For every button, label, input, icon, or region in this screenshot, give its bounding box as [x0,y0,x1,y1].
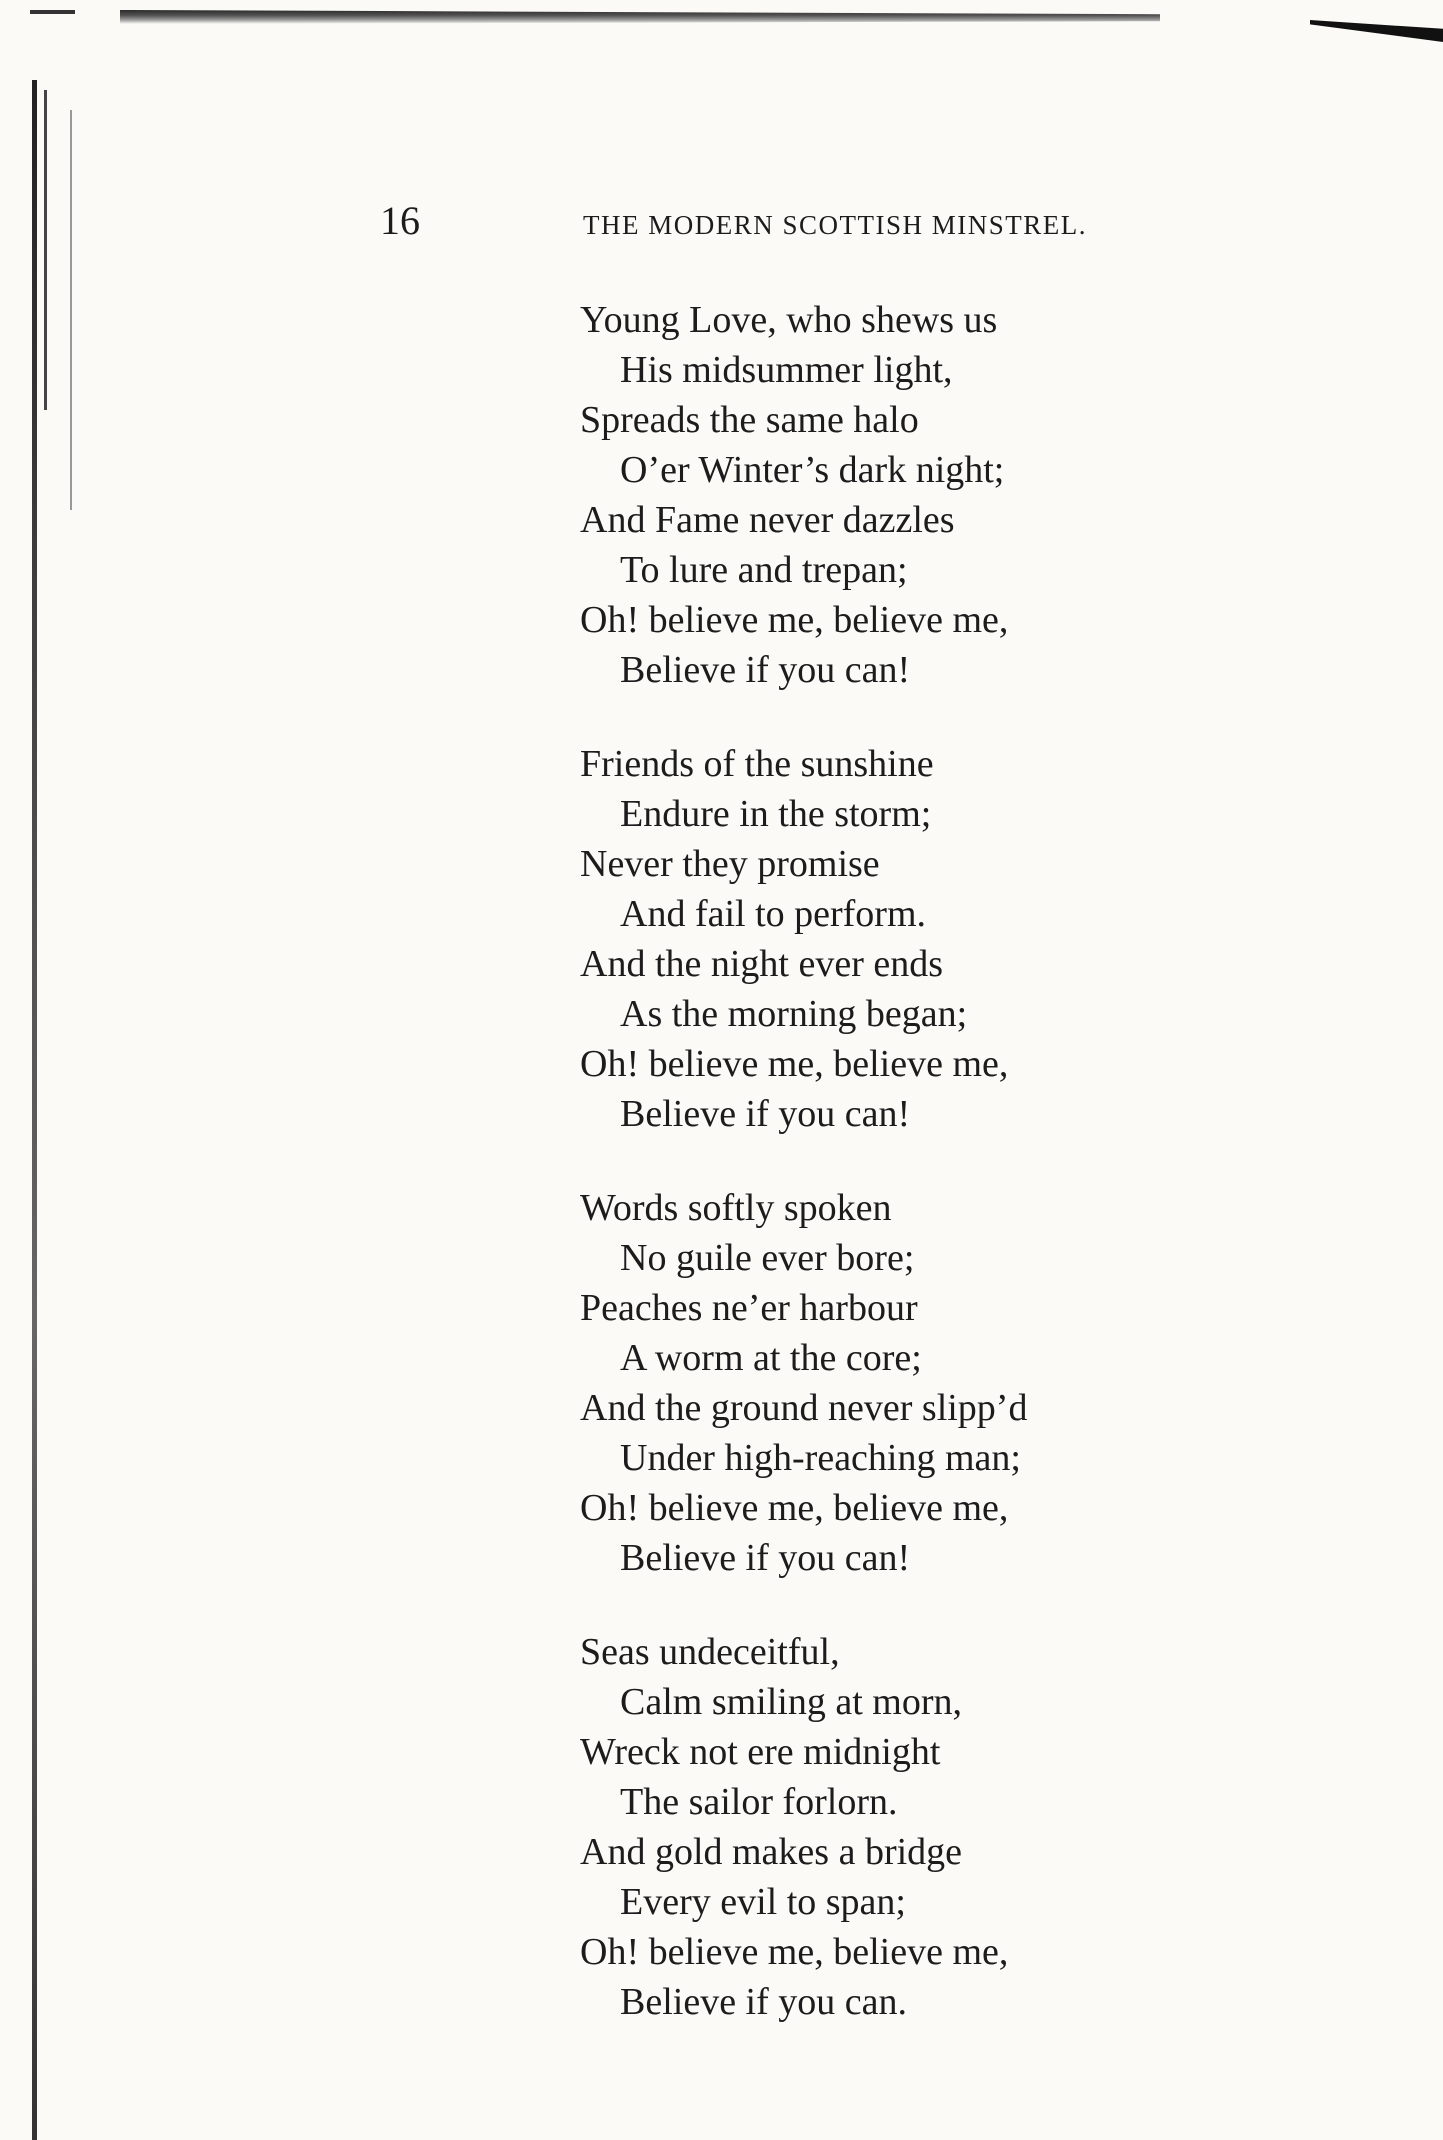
poem-line: To lure and trepan; [620,549,908,591]
poem-line: As the morning began; [620,993,968,1035]
poem-line: O’er Winter’s dark night; [620,449,1005,491]
poem-line: The sailor forlorn. [620,1781,898,1823]
page-number: 16 [380,198,420,243]
poem-line: Young Love, who shews us [580,299,998,341]
poem-line: Words softly spoken [580,1187,892,1229]
poem-line: Oh! believe me, believe me, [580,1487,1009,1529]
poem-line: Peaches ne’er harbour [580,1287,918,1329]
poem-line: Believe if you can! [620,1537,911,1579]
poem-line: Spreads the same halo [580,399,919,441]
poem-line: Oh! believe me, believe me, [580,1043,1009,1085]
poem-line: Believe if you can. [620,1981,908,2023]
scan-binding-edge [44,90,47,410]
stanza-2 [580,739,1300,1139]
poem-line: Believe if you can! [620,649,911,691]
poem-line: Oh! believe me, believe me, [580,599,1009,641]
scan-binding-edge [32,80,37,2140]
scan-edge-mark [30,10,75,14]
poem-line: A worm at the core; [620,1337,922,1379]
stanza-3 [580,1183,1300,1583]
poem-line: Friends of the sunshine [580,743,934,785]
poem-line: Believe if you can! [620,1093,911,1135]
poem-line: Seas undeceitful, [580,1631,840,1673]
running-head-title: THE MODERN SCOTTISH MINSTREL. [583,210,1088,240]
scan-edge-mark [1310,20,1443,42]
scan-edge-mark [120,10,1160,24]
poem-line: Wreck not ere midnight [580,1731,941,1773]
poem-line: No guile ever bore; [620,1237,915,1279]
poem-line: And the night ever ends [580,943,944,985]
poem-line: Calm smiling at morn, [620,1681,962,1723]
poem-line: Never they promise [580,843,880,885]
poem-line: Every evil to span; [620,1881,906,1923]
poem-line: And Fame never dazzles [580,499,955,541]
stanza-4 [580,1627,1300,2027]
poem-line: And the ground never slipp’d [580,1387,1028,1429]
poem-line: Endure in the storm; [620,793,932,835]
poem-line: And fail to perform. [620,893,927,935]
running-head [380,196,1210,246]
poem-line: And gold makes a bridge [580,1831,963,1873]
poem-line: Oh! believe me, believe me, [580,1931,1009,1973]
poem-line: Under high-reaching man; [620,1437,1021,1479]
stanza-1 [580,295,1300,695]
scan-binding-edge [70,110,72,510]
poem-body [580,295,1300,2071]
poem-line: His midsummer light, [620,349,953,391]
